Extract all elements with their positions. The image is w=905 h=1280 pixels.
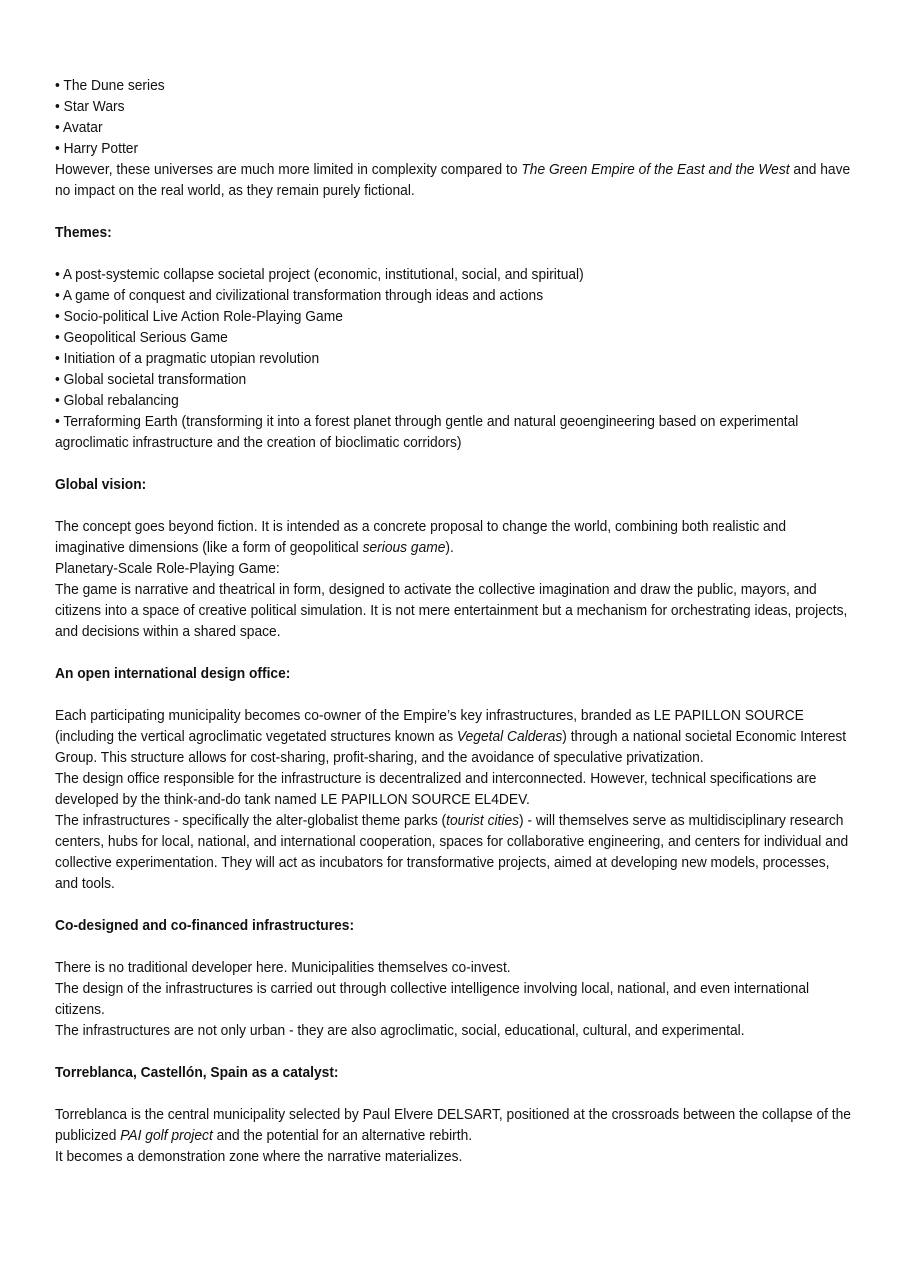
list-item: • Global societal transformation xyxy=(55,371,247,388)
italic-title: The Green Empire of the East and the West xyxy=(521,161,790,178)
list-item: • A post-systemic collapse societal project (economic, institutional, social, and spiritual) xyxy=(55,266,584,283)
text-run: Each participating municipality becomes co-owner of the Empire’s key infrastructures, branded as LE PAPILLON SOURCE (including the vertical agroclimatic vegetated structures known as xyxy=(55,707,804,745)
text-run: ) through a national societal Economic Interest Group. This structure allows for cost-sharing, profit-sharing, and the avoidance of speculative privatization. xyxy=(55,728,847,766)
paragraph: The design office responsible for the infrastructure is decentralized and interconnected. However, technical specifications are developed by the think-and-do tank named LE PAPILLON SOURCE EL4DEV. xyxy=(55,770,817,808)
text-run: ) - will themselves serve as multidisciplinary research centers, hubs for local, national, and international cooperation, spaces for collaborative engineering, and centers for individual and collective experimentation. They will act as incubators for transformative projects, aimed at developing new models, processes, and tools. xyxy=(55,812,849,892)
text-run: However, these universes are much more limited in complexity compared to xyxy=(55,161,522,178)
italic-term: Vegetal Calderas xyxy=(456,728,563,745)
italic-term: serious game xyxy=(362,539,446,556)
paragraph xyxy=(55,705,855,768)
paragraph: The design of the infrastructures is carried out through collective intelligence involving local, national, and even international citizens. xyxy=(55,980,810,1018)
section-heading-design-office: An open international design office: xyxy=(55,665,291,682)
document-page xyxy=(55,75,855,1167)
section-heading-global-vision: Global vision: xyxy=(55,476,147,493)
paragraph xyxy=(55,516,855,558)
paragraph xyxy=(55,1104,855,1146)
paragraph: It becomes a demonstration zone where the narrative materializes. xyxy=(55,1148,463,1165)
list-item: • A game of conquest and civilizational transformation through ideas and actions xyxy=(55,287,544,304)
text-run: The infrastructures - specifically the alter-globalist theme parks ( xyxy=(55,812,447,829)
paragraph: Planetary-Scale Role-Playing Game: xyxy=(55,560,280,577)
intro-list xyxy=(55,75,855,159)
list-item: • Geopolitical Serious Game xyxy=(55,329,228,346)
section-heading-torreblanca: Torreblanca, Castellón, Spain as a catalyst: xyxy=(55,1064,339,1081)
list-item: • Harry Potter xyxy=(55,140,139,157)
italic-term: tourist cities xyxy=(446,812,520,829)
section-heading-themes: Themes: xyxy=(55,224,112,241)
list-item: • Avatar xyxy=(55,119,103,136)
list-item: • Initiation of a pragmatic utopian revolution xyxy=(55,350,320,367)
paragraph: There is no traditional developer here. Municipalities themselves co-invest. xyxy=(55,959,511,976)
text-run: and have no impact on the real world, as they remain purely fictional. xyxy=(55,161,851,199)
paragraph: The game is narrative and theatrical in form, designed to activate the collective imagination and draw the public, mayors, and citizens into a space of creative political simulation. It is not mere entertainment but a mechanism for orchestrating ideas, projects, and decisions within a shared space. xyxy=(55,581,848,640)
section-heading-codesigned: Co-designed and co-financed infrastructures: xyxy=(55,917,355,934)
paragraph: The infrastructures are not only urban - they are also agroclimatic, social, educational, cultural, and experimental. xyxy=(55,1022,745,1039)
list-item: • Star Wars xyxy=(55,98,125,115)
text-run: Torreblanca is the central municipality selected by Paul Elvere DELSART, positioned at the crossroads between the collapse of the publicized xyxy=(55,1106,851,1144)
text-run: and the potential for an alternative rebirth. xyxy=(212,1127,473,1144)
paragraph xyxy=(55,810,855,894)
themes-list xyxy=(55,264,855,453)
italic-term: PAI golf project xyxy=(120,1127,213,1144)
list-item: • The Dune series xyxy=(55,77,165,94)
intro-paragraph xyxy=(55,159,855,201)
list-item: • Global rebalancing xyxy=(55,392,179,409)
text-run: The concept goes beyond fiction. It is intended as a concrete proposal to change the world, combining both realistic and imaginative dimensions (like a form of geopolitical xyxy=(55,518,787,556)
list-item: • Terraforming Earth (transforming it into a forest planet through gentle and natural geoengineering based on experimental agroclimatic infrastructure and the creation of bioclimatic corridors) xyxy=(55,413,799,451)
list-item: • Socio-political Live Action Role-Playing Game xyxy=(55,308,343,325)
text-run: ). xyxy=(445,539,454,556)
